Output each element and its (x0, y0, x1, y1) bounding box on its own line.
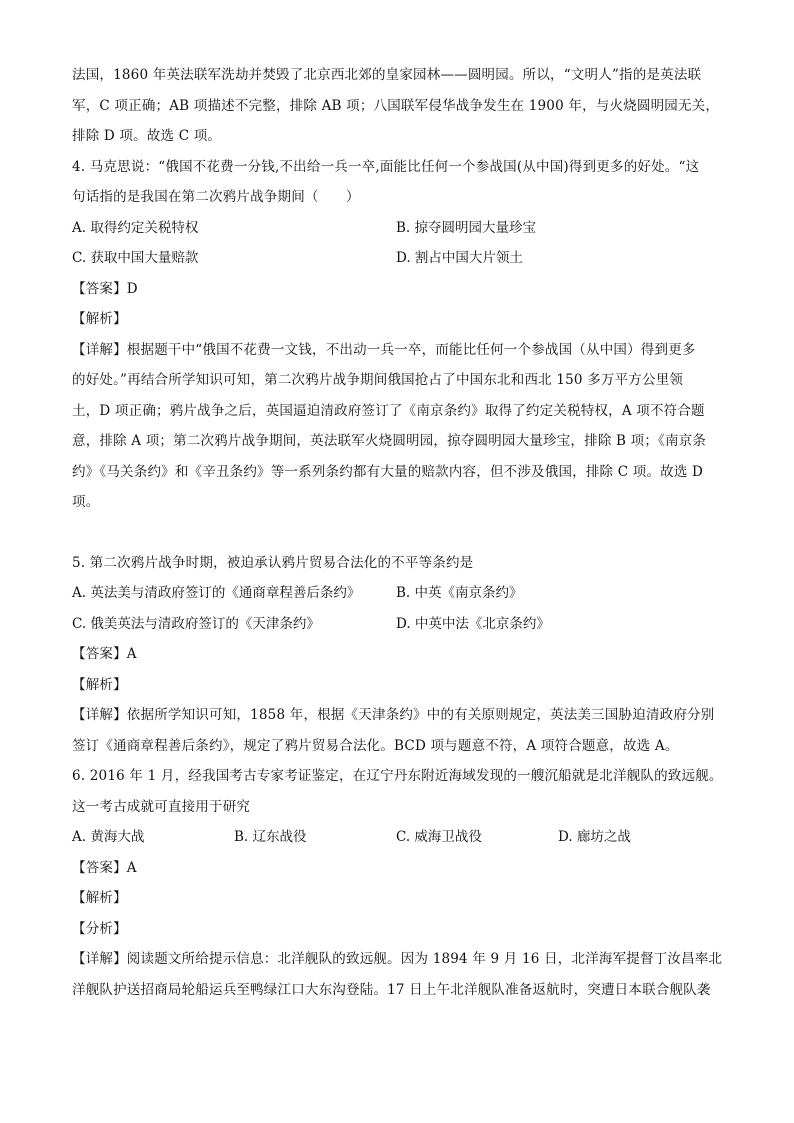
option-d: D. 廊坊之战 (558, 829, 631, 845)
option-a: A. 取得约定关税特权 (72, 219, 199, 236)
option-row (72, 609, 727, 640)
option-d: D. 中英中法《北京条约》 (396, 615, 550, 632)
option-c: C. 威海卫战役 (396, 829, 482, 845)
option-b: B. 辽东战役 (234, 829, 307, 845)
detail-text: 意，排除 A 项；第二次鸦片战争期间，英法联军火烧圆明园，掠夺圆明园大量珍宝，排除 B 项；《南京条 (72, 433, 707, 449)
option-a: A. 英法美与清政府签订的《通商章程善后条约》 (72, 585, 361, 601)
analysis-label: 【解析】 (72, 890, 127, 906)
detail-text: 【详解】阅读题文所给提示信息：北洋舰队的致远舰。因为 1894 年 9 月 16 日，北洋海军提督丁汝昌率北 (72, 951, 723, 967)
question-4-stem: 句话指的是我国在第二次鸦片战争期间（ ） (72, 189, 360, 205)
detail-text: 约》《马关条约》和《辛丑条约》等一系列条约都有大量的赔款内容，但不涉及俄国，排除 C 项。故选 D (72, 463, 704, 480)
detail-text: 签订《通商章程善后条约》，规定了鸦片贸易合法化。BCD 项与题意不符，A 项符合题意，故选 A。 (72, 737, 679, 754)
option-row (72, 822, 727, 853)
question-6-stem: 6. 2016 年 1 月，经我国考古专家考证鉴定，在辽宁丹东附近海域发现的一艘沉船就是北洋舰队的致远舰。 (72, 768, 723, 784)
text-line: 军，C 项正确；AB 项描述不完整，排除 AB 项；八国联军侵华战争发生在 1900 年，与火烧圆明园无关， (72, 97, 720, 114)
question-4-stem: 4. 马克思说：“俄国不花费一分钱,不出给一兵一卒,面能比任何一个参战国(从中国)得到更多的好处。“这 (72, 158, 700, 175)
option-c: C. 获取中国大量赔款 (72, 250, 199, 266)
option-c: C. 俄美英法与清政府签订的《天津条约》 (72, 615, 320, 632)
text-line: 排除 D 项。故选 C 项。 (72, 128, 222, 144)
detail-text: 【详解】根据题干中“俄国不花费一文钱，不出动一兵一卒，而能比任何一个参战国（从中国）得到更多 (72, 341, 696, 358)
detail-text: 土，D 项正确；鸦片战争之后，英国逼迫清政府签订了《南京条约》取得了约定关税特权，A 项不符合题 (72, 402, 705, 419)
option-row (72, 578, 727, 609)
answer-label: 【答案】A (72, 859, 137, 876)
detail-text: 洋舰队护送招商局轮船运兵至鸭绿江口大东沟登陆。17 日上午北洋舰队准备返航时，突遭日本联合舰队袭 (72, 981, 711, 998)
question-5-stem: 5. 第二次鸦片战争时期，被迫承认鸦片贸易合法化的不平等条约是 (72, 554, 474, 571)
option-d: D. 割占中国大片领土 (396, 250, 523, 266)
option-a: A. 黄海大战 (72, 829, 145, 845)
detail-text: 的好处。”再结合所学知识可知，第二次鸦片战争期间俄国抢占了中国东北和西北 150 多万平方公里领 (72, 372, 684, 388)
option-b: B. 中英《南京条约》 (396, 585, 523, 601)
fenxi-label: 【分析】 (72, 920, 127, 937)
option-row (72, 243, 727, 274)
spacer (72, 518, 727, 548)
detail-text: 【详解】依据所学知识可知，1858 年，根据《天津条约》中的有关原则规定，英法美三国胁迫清政府分别 (72, 707, 715, 723)
option-row (72, 213, 727, 244)
detail-text: 项。 (72, 494, 100, 510)
answer-label: 【答案】A (72, 646, 137, 662)
answer-label: 【答案】D (72, 280, 138, 297)
analysis-label: 【解析】 (72, 311, 127, 327)
question-6-stem: 这一考古成就可直接用于研究 (72, 798, 251, 815)
document-page (72, 60, 727, 1005)
analysis-label: 【解析】 (72, 676, 127, 693)
option-b: B. 掠夺圆明园大量珍宝 (396, 219, 537, 236)
text-line: 法国，1860 年英法联军洗劫并焚毁了北京西北郊的皇家园林——圆明园。所以，“文明人”指的是英法联 (72, 67, 702, 83)
